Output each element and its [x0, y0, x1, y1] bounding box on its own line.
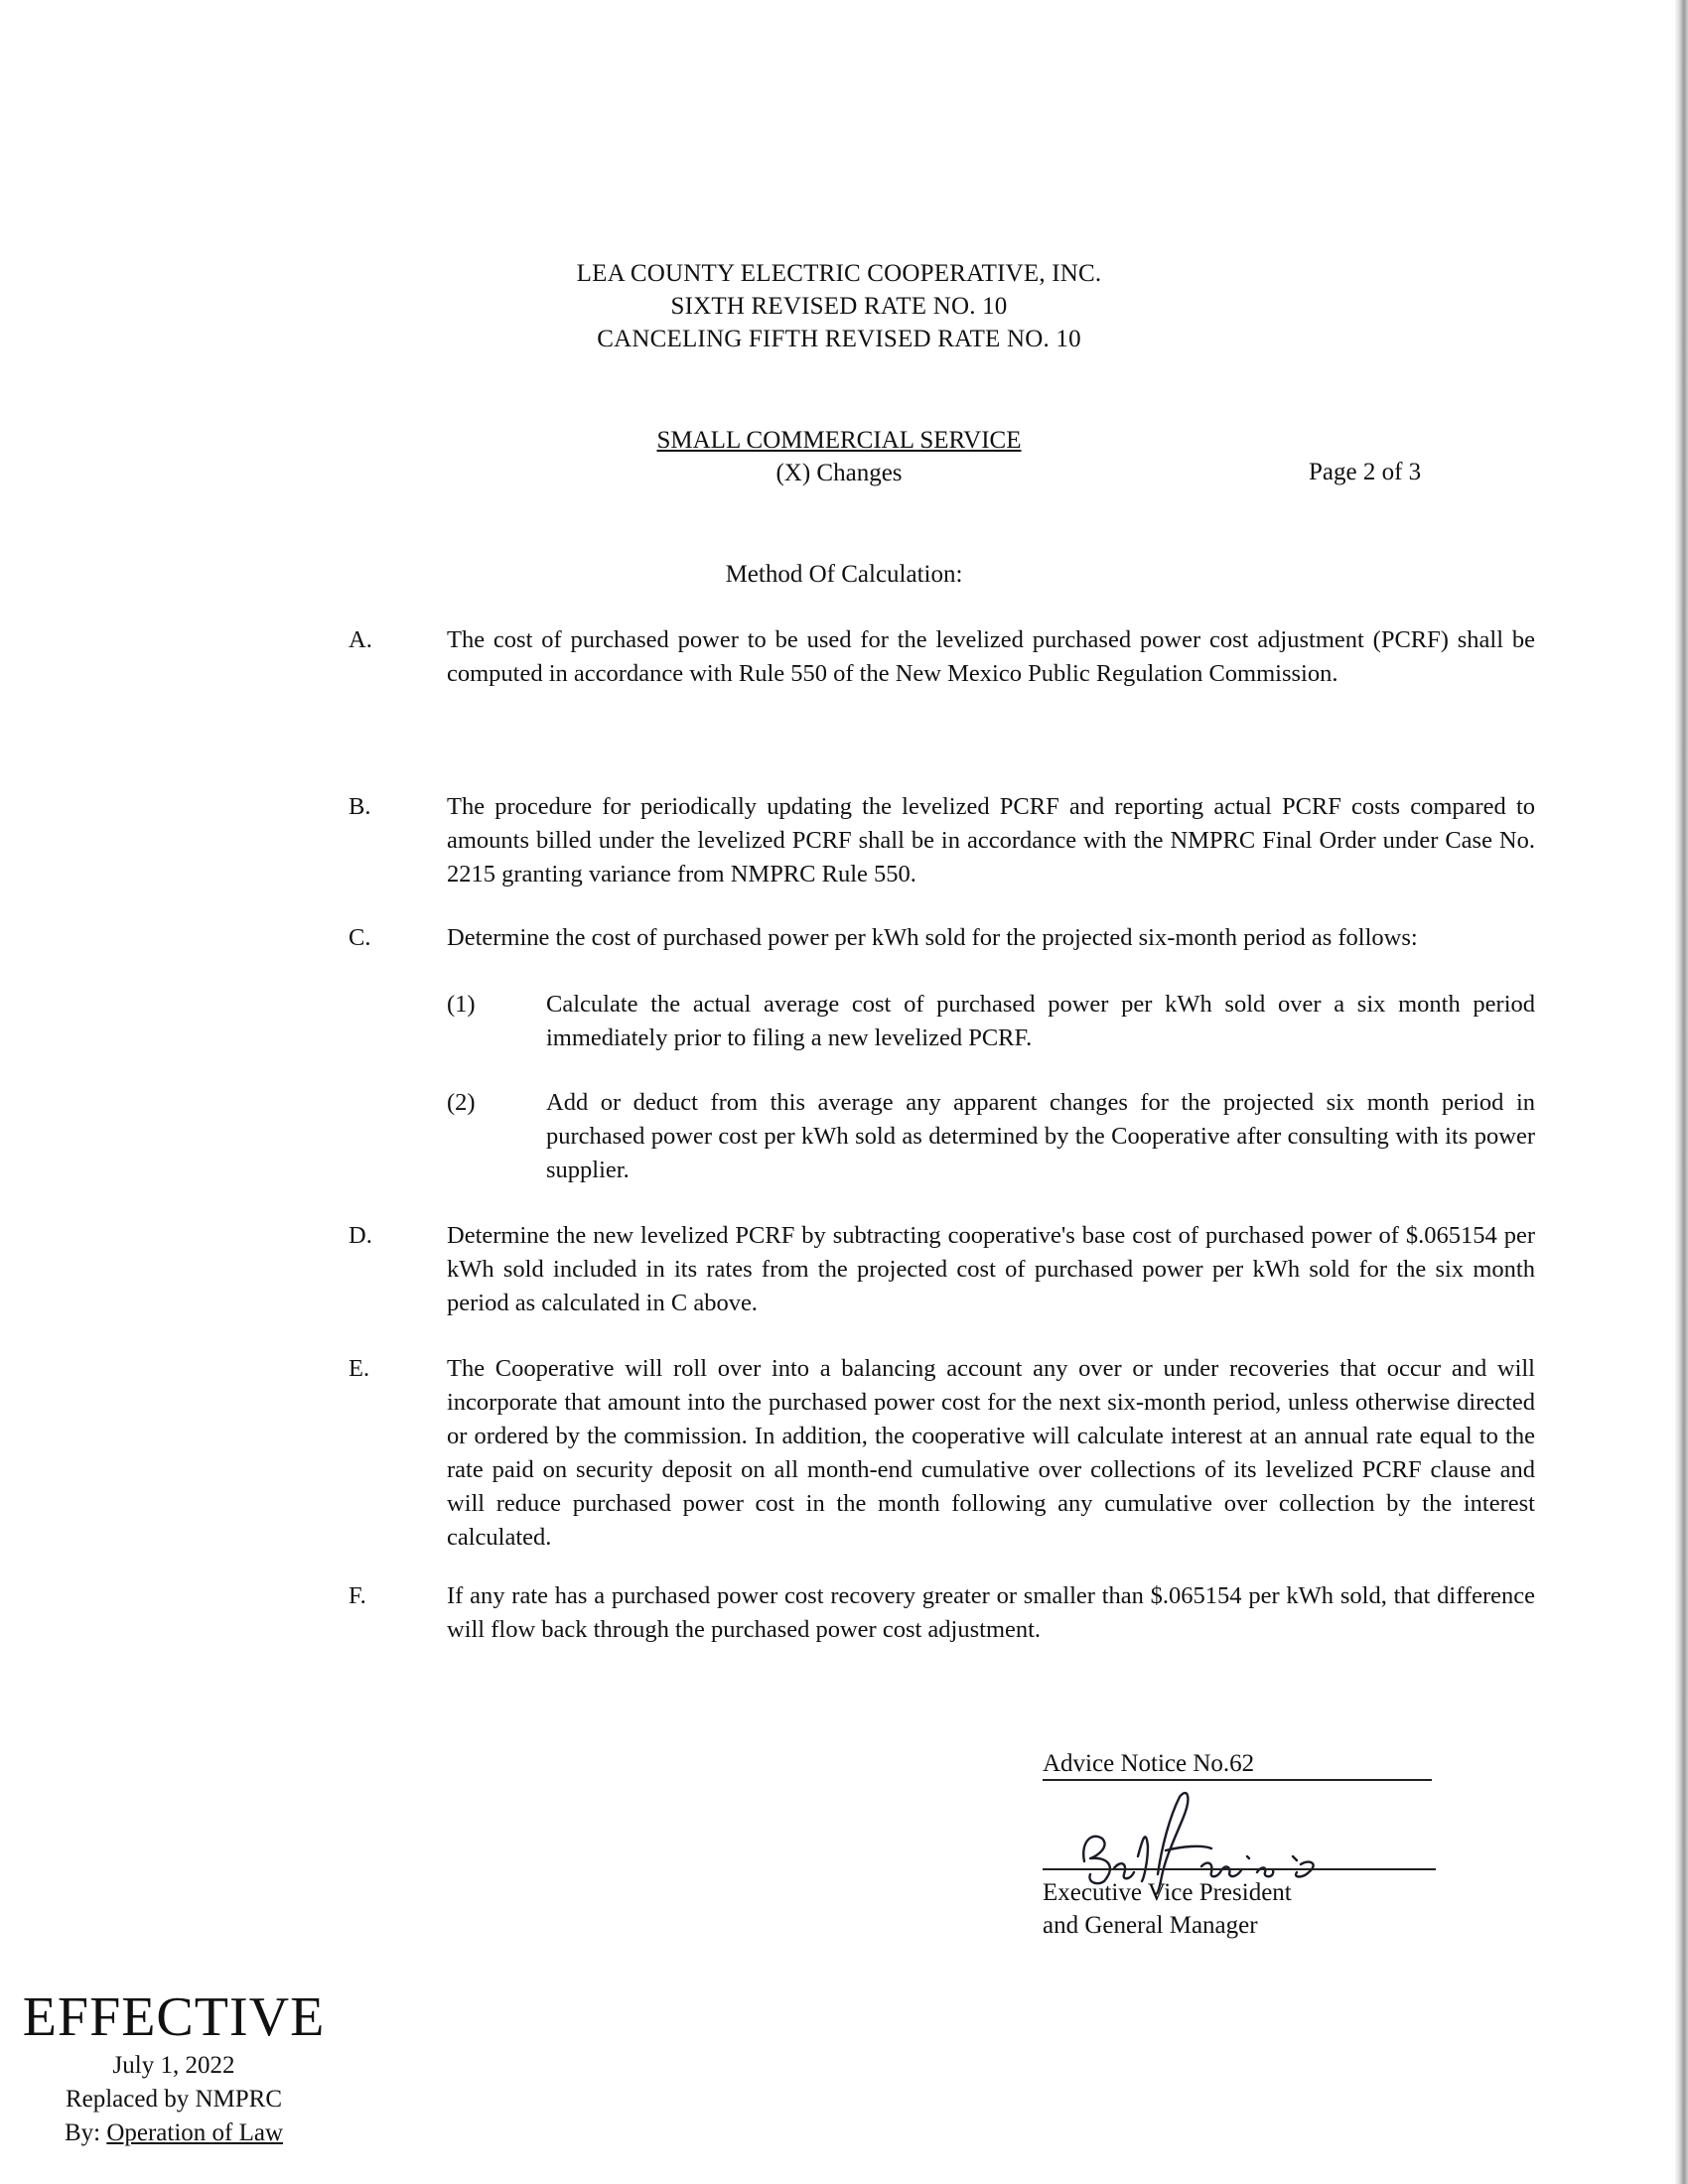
item-text: Calculate the actual average cost of purchased power per kWh sold over a six month period immediately prior to filing a new levelized PCRF. — [546, 991, 1535, 1051]
item-text: If any rate has a purchased power cost recovery greater or smaller than $.065154 per kWh sold, that difference will flow back through the purchased power cost adjustment. — [447, 1582, 1535, 1643]
item-text: Add or deduct from this average any apparent changes for the projected six month period in purchased power cost per kWh sold as determined by the Cooperative after consulting with its power supplier. — [546, 1089, 1535, 1183]
by-value: Operation of Law — [106, 2119, 284, 2146]
rate-number: SIXTH REVISED RATE NO. 10 — [670, 293, 1008, 320]
item-text: The procedure for periodically updating the levelized PCRF and reporting actual PCRF costs compared to amounts billed under the levelized PCRF shall be in accordance with the NMPRC Final Order under Case No. 2215 granting variance from NMPRC Rule 550. — [447, 793, 1535, 887]
method-heading: Method Of Calculation: — [725, 561, 963, 588]
signer-title: Executive Vice President — [1043, 1879, 1292, 1906]
advice-notice: Advice Notice No.62 — [1043, 1749, 1432, 1781]
page-number: Page 2 of 3 — [1309, 459, 1422, 485]
by-prefix: By: — [64, 2119, 107, 2146]
effective-date: July 1, 2022 — [112, 2052, 235, 2079]
canceled-rate: CANCELING FIFTH REVISED RATE NO. 10 — [597, 326, 1081, 352]
item-letter: A. — [349, 626, 372, 653]
item-letter: D. — [349, 1222, 372, 1249]
item-text: The cost of purchased power to be used for the levelized purchased power cost adjustment (PCRF) shall be computed in accordance with Rule 550 of the New Mexico Public Regulation Commission. — [447, 626, 1535, 687]
signer-title-2: and General Manager — [1043, 1912, 1258, 1939]
changes-marker: (X) Changes — [775, 460, 903, 486]
item-letter: C. — [349, 924, 371, 951]
item-number: (1) — [447, 991, 476, 1018]
cooperative-name: LEA COUNTY ELECTRIC COOPERATIVE, INC. — [576, 260, 1102, 287]
item-text: The Cooperative will roll over into a balancing account any over or under recoveries that occur and will incorporate that amount into the purchased power cost for the next six-month period, unless otherwise directed or ordered by the commission. In addition, the cooperative will calculate interest at an annual rate equal to the rate paid on security deposit on all month-end cumulative over collections of its levelized PCRF clause and will reduce purchased power cost in the month following any cumulative over collection by the interest calculated. — [447, 1355, 1535, 1551]
item-text: Determine the new levelized PCRF by subtracting cooperative's base cost of purchased power of $.065154 per kWh sold included in its rates from the projected cost of purchased power per kWh sold for the six month period as calculated in C above. — [447, 1222, 1535, 1316]
item-letter: E. — [349, 1355, 370, 1382]
replaced-by: Replaced by NMPRC — [65, 2086, 283, 2113]
item-text: Determine the cost of purchased power per kWh sold for the projected six-month period as follows: — [447, 924, 1418, 951]
signature-line — [1043, 1868, 1436, 1870]
effective-label: EFFECTIVE — [22, 1986, 326, 2048]
item-number: (2) — [447, 1089, 476, 1116]
item-letter: B. — [349, 793, 371, 820]
replaced-by-method — [0, 2116, 348, 2150]
item-letter: F. — [349, 1582, 366, 1609]
service-title: SMALL COMMERCIAL SERVICE — [656, 427, 1022, 454]
effective-stamp — [0, 1985, 348, 2150]
